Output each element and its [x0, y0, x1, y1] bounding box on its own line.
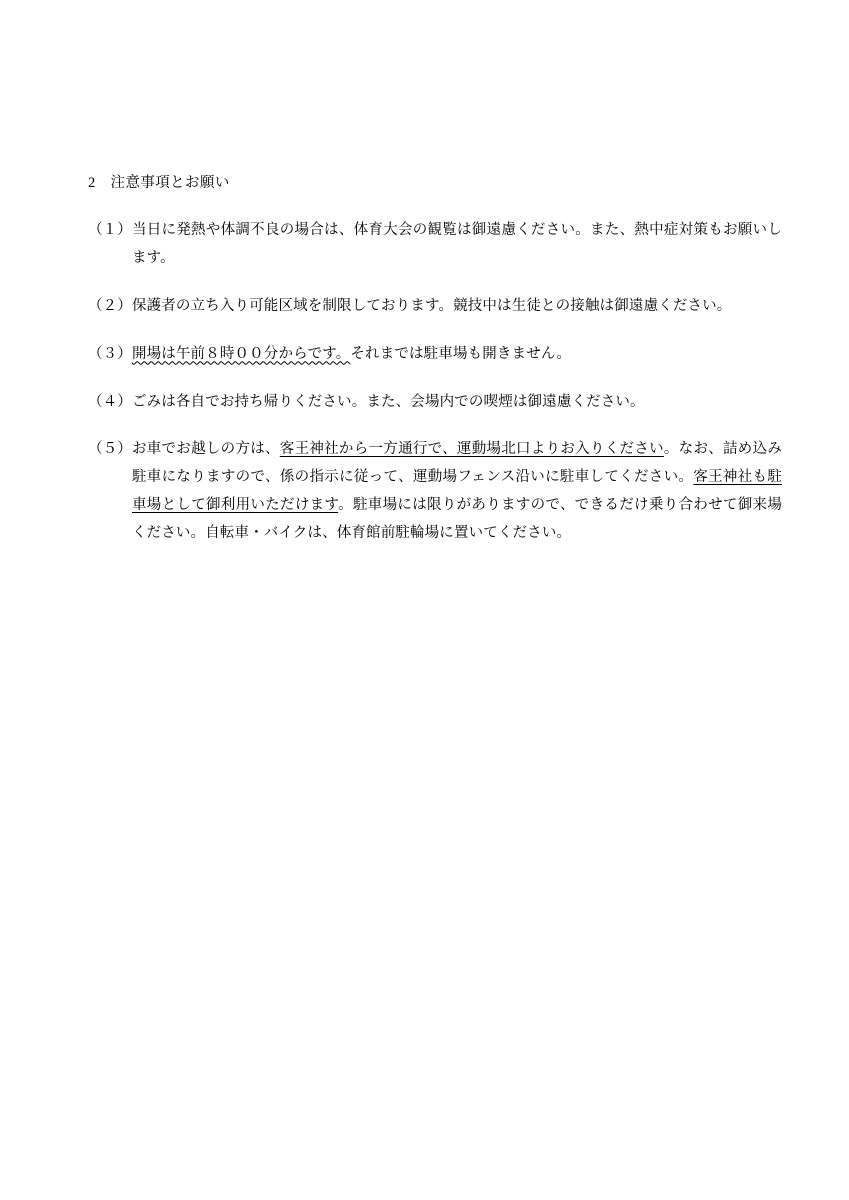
- text-segment: それまでは駐車場も開きません。: [350, 345, 572, 362]
- text-segment: 客王神社も駐車場として御利用いただけます: [131, 469, 782, 513]
- list-item-marker: （４）: [88, 393, 132, 410]
- list-item-marker: （３）: [88, 345, 132, 362]
- section-heading: 2 注意事項とお願い: [88, 175, 230, 191]
- text-segment: 。なお、詰め込み駐車になりますので、係の指示に従って、運動場フェンス沿いに駐車してください。: [131, 441, 783, 486]
- text-segment: 開場は午前８時００分からです。: [131, 345, 351, 362]
- text-segment: 当日に発熱や体調不良の場合は、体育大会の観覧は御遠慮ください。また、熱中症対策もお願いします。: [131, 222, 782, 267]
- list-item-body: [132, 293, 782, 321]
- document-content: [88, 172, 782, 548]
- text-segment: お車でお越しの方は、: [131, 441, 280, 458]
- list-item-body: [132, 217, 782, 273]
- text-segment: 客王神社から一方通行で、運動場北口よりお入りください: [279, 441, 664, 458]
- list-item-body: [132, 389, 782, 417]
- list-item: [88, 293, 782, 321]
- text-segment: 。駐車場には限りがありますので、できるだけ乗り合わせて御来場ください。自転車・バイクは、体育館前駐輪場に置いてください。: [131, 496, 782, 541]
- list-item-marker: （１）: [88, 222, 132, 239]
- text-segment: 保護者の立ち入り可能区域を制限しております。競技中は生徒との接触は御遠慮ください。: [131, 297, 732, 314]
- list-item-body: [132, 341, 782, 369]
- text-segment: ごみは各自でお持ち帰りください。また、会場内での喫煙は御遠慮ください。: [131, 393, 645, 410]
- list-item: [88, 341, 782, 369]
- list-item: [88, 217, 782, 273]
- list-item-body: [132, 436, 782, 547]
- list-item-marker: （５）: [88, 441, 132, 458]
- list-item: [88, 436, 782, 547]
- list-item-marker: （２）: [88, 297, 132, 314]
- list-item: [88, 389, 782, 417]
